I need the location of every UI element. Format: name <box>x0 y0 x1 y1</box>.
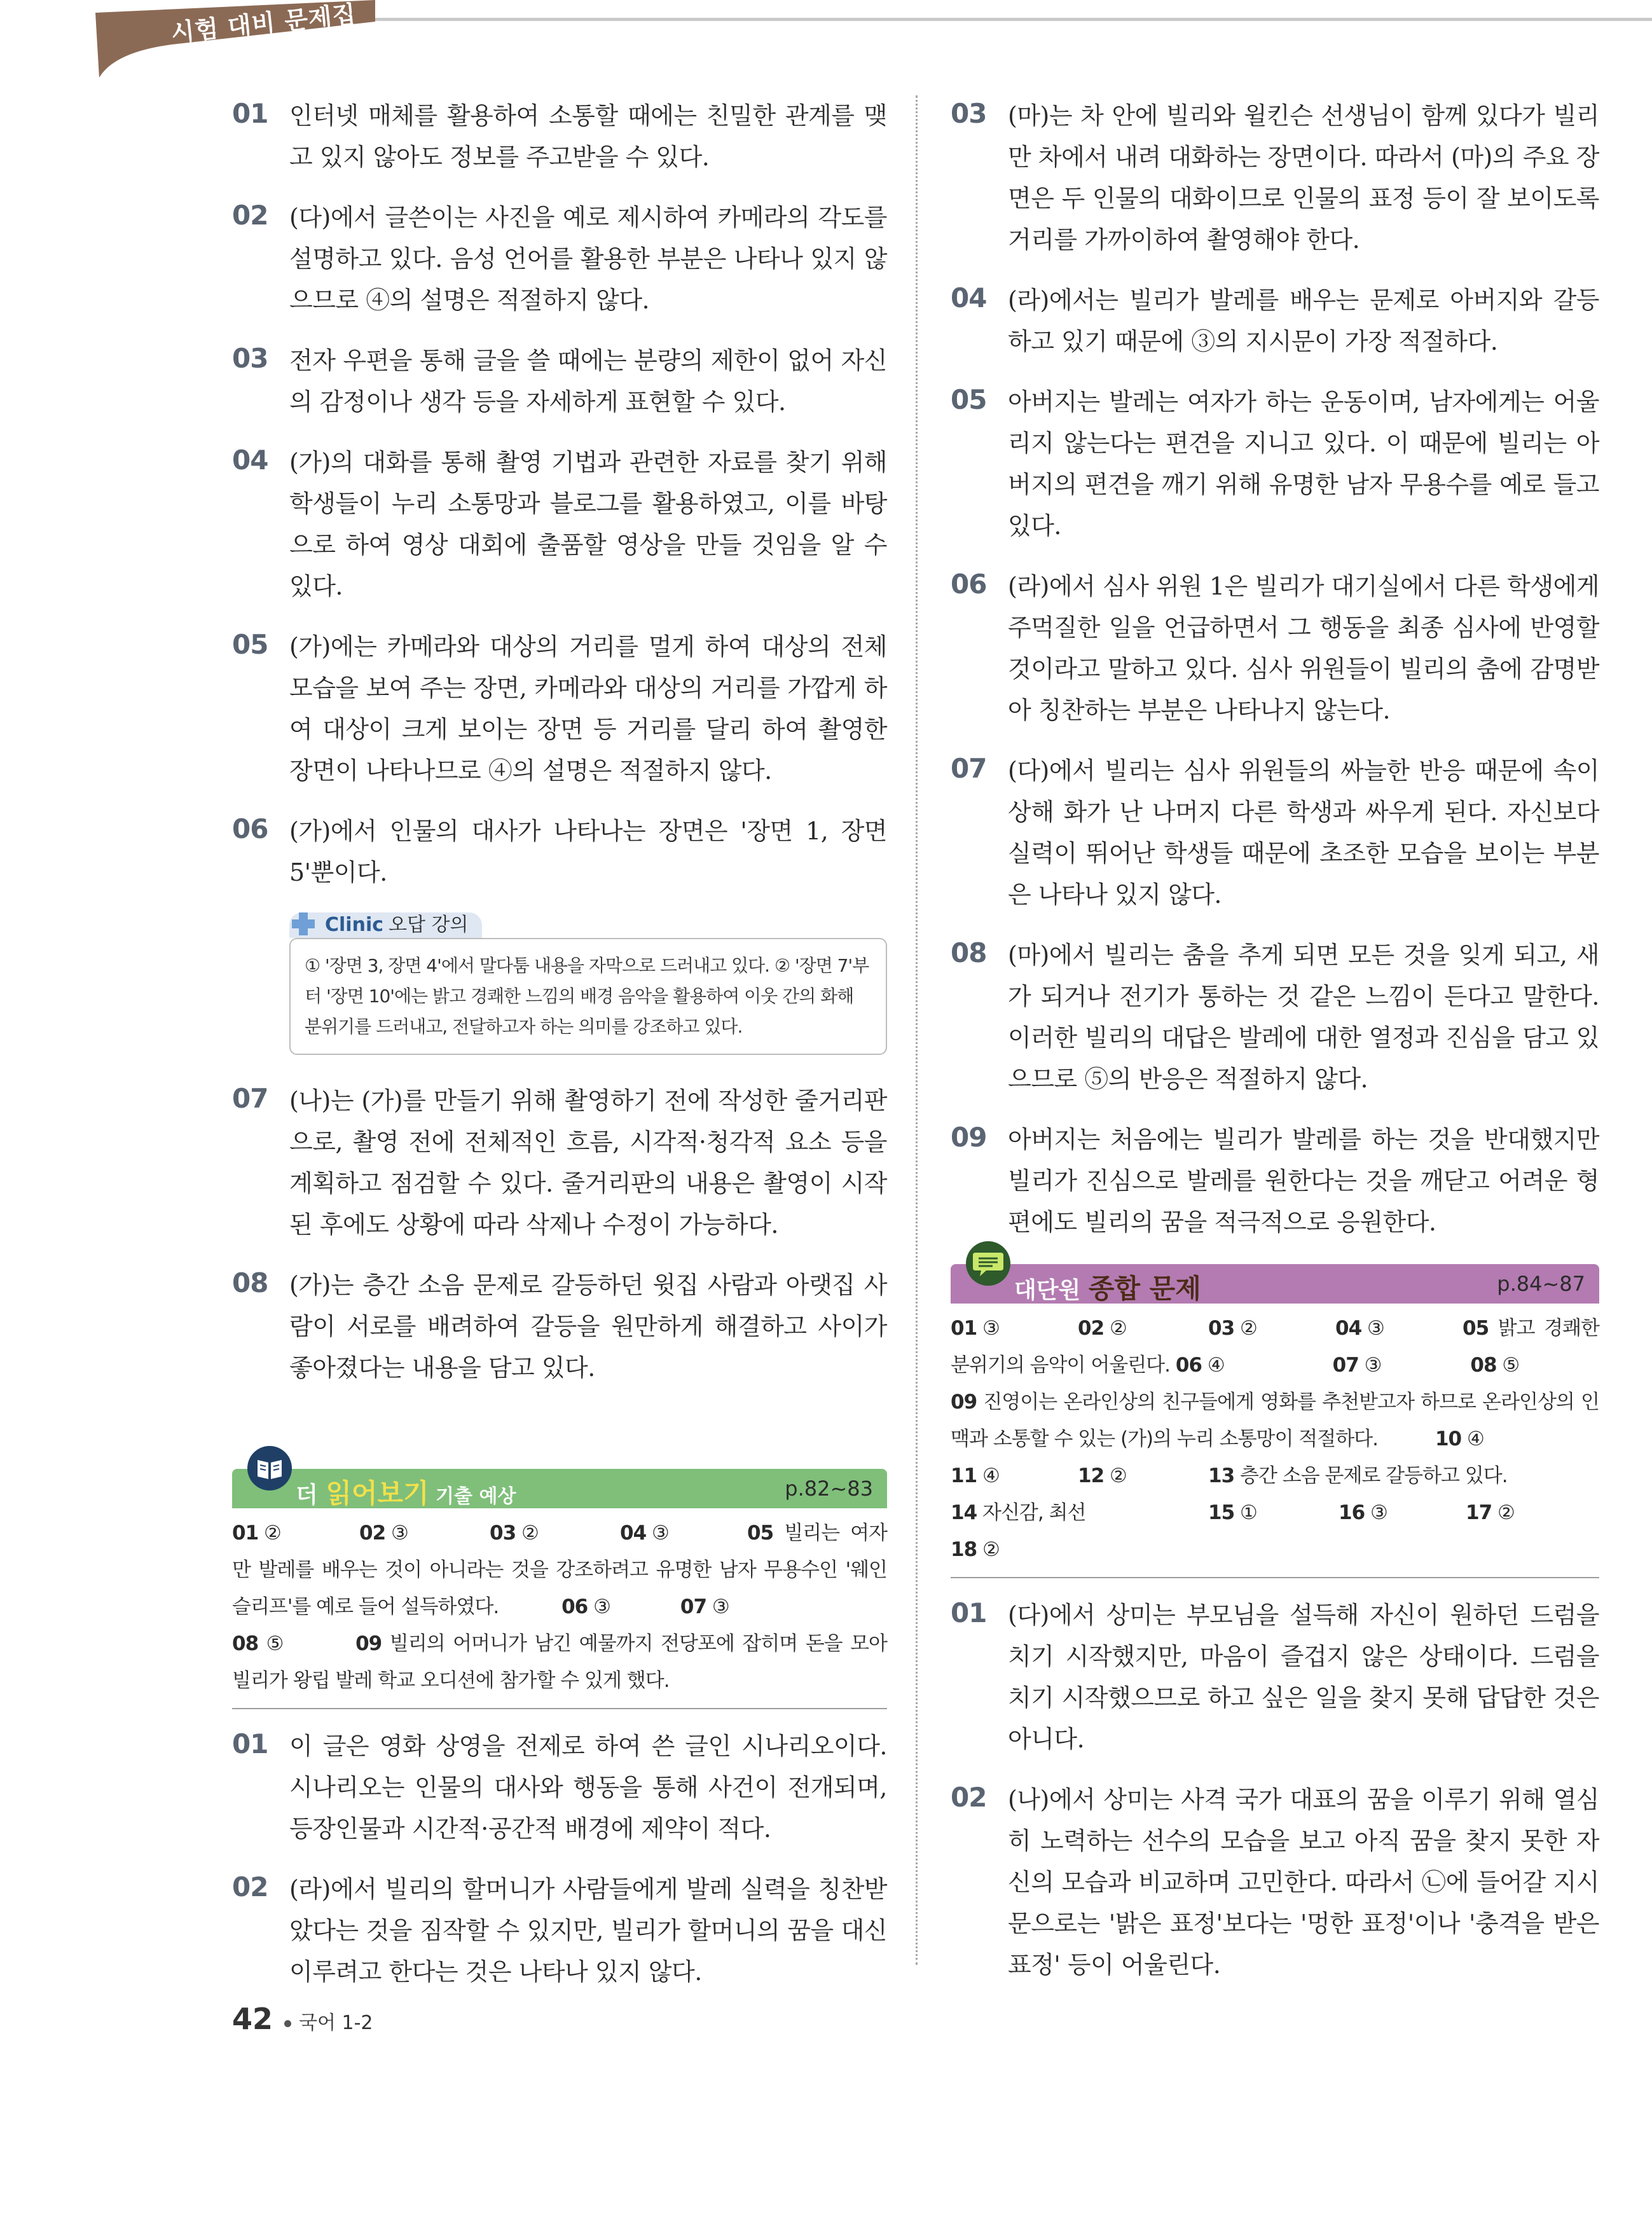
left-items-continued <box>232 1080 887 1389</box>
item-text: (나)는 (가)를 만들기 위해 촬영하기 전에 작성한 줄거리판으로, 촬영 전에 전체적인 흐름, 시각적·청각적 요소 등을 계획하고 점검할 수 있다. 줄거리판의 내용은 촬영이 시작된 후에도 상황에 따라 삭제나 수정이 가능하다. <box>289 1087 887 1239</box>
more-reading-pages: p.82~83 <box>785 1476 873 1501</box>
section-rule <box>232 1708 887 1709</box>
answer-item <box>232 340 887 423</box>
item-number: 04 <box>232 444 268 476</box>
item-number: 01 <box>232 1728 268 1759</box>
answer-item <box>232 442 887 607</box>
answer-item <box>951 1119 1599 1243</box>
page-footer <box>232 2002 373 2036</box>
unit-review-section <box>951 1264 1599 2005</box>
item-number: 04 <box>951 282 987 313</box>
unit-review-pages: p.84~87 <box>1497 1272 1585 1296</box>
answer-row: 18 ② <box>951 1538 1000 1561</box>
clinic-label <box>289 912 482 938</box>
answer-08-09: 08 ⑤ 09 빌리의 어머니가 남긴 예물까지 전당포에 잡히며 돈을 모아 빌리가 왕립 발레 학교 오디션에 참가할 수 있게 했다. <box>232 1632 888 1692</box>
item-text: (라)에서 심사 위원 1은 빌리가 대기실에서 다른 학생에게 주먹질한 일을 언급하면서 그 행동을 최종 심사에 반영할 것이라고 말하고 있다. 심사 위원들이 빌리의 춤에 감명받아 칭찬하는 부분은 나타나지 않는다. <box>1008 572 1599 724</box>
item-text: (마)에서 빌리는 춤을 추게 되면 모든 것을 잊게 되고, 새가 되거나 전기가 통하는 것 같은 느낌이 든다고 말한다. 이러한 빌리의 대답은 발레에 대한 열정과 진심을 담고 있으므로 ⑤의 반응은 적절하지 않다. <box>1008 941 1599 1093</box>
answer-item <box>232 626 887 792</box>
unit-review-answers <box>951 1310 1599 1568</box>
item-text: (다)에서 상미는 부모님을 설득해 자신이 원하던 드럼을 치기 시작했지만, 마음이 즐겁지 않은 상태이다. 드럼을 치기 시작했으므로 하고 싶은 일을 찾지 못해 답답한 것은 아니다. <box>1008 1601 1599 1753</box>
answer-item <box>232 197 887 321</box>
item-text: 인터넷 매체를 활용하여 소통할 때에는 친밀한 관계를 맺고 있지 않아도 정보를 주고받을 수 있다. <box>289 102 887 171</box>
answer-item <box>232 1726 887 1850</box>
item-number: 08 <box>951 937 987 968</box>
left-items <box>232 95 887 893</box>
item-text: (나)에서 상미는 사격 국가 대표의 꿈을 이루기 위해 열심히 노력하는 선수의 모습을 보고 아직 꿈을 찾지 못한 자신의 모습과 비교하며 고민한다. 따라서 ㉡에 들어갈 지시문으로는 '밝은 표정'보다는 '멍한 표정'이나 '충격을 받은 표정' 등이 어울린다. <box>1008 1786 1599 1979</box>
item-text: (라)에서는 빌리가 발레를 배우는 문제로 아버지와 갈등하고 있기 때문에 ③의 지시문이 가장 적절하다. <box>1008 286 1599 355</box>
item-text: 아버지는 발레는 여자가 하는 운동이며, 남자에게는 어울리지 않는다는 편견을 지니고 있다. 이 때문에 빌리는 아버지의 편견을 깨기 위해 유명한 남자 무용수를 예로 들고 있다. <box>1008 388 1599 540</box>
clinic-text: ① '장면 3, 장면 4'에서 말다툼 내용을 자막으로 드러내고 있다. ② '장면 7'부터 '장면 10'에는 밝고 경쾌한 느낌의 배경 음악을 활용하여 이웃 간의 화해 분위기를 드러내고, 전달하고자 하는 의미를 강조하고 있다. <box>289 938 887 1055</box>
item-text: (가)의 대화를 통해 촬영 기법과 관련한 자료를 찾기 위해 학생들이 누리 소통망과 블로그를 활용하였고, 이를 바탕으로 하여 영상 대회에 출품할 영상을 만들 것임을 알 수 있다. <box>289 448 887 600</box>
answer-item <box>951 1779 1599 1986</box>
item-number: 01 <box>951 1597 987 1628</box>
item-number: 07 <box>951 753 987 784</box>
column-divider <box>916 95 918 1965</box>
book-icon <box>246 1445 293 1492</box>
answer-item <box>232 1869 887 1993</box>
section-rule <box>951 1577 1599 1578</box>
item-number: 08 <box>232 1267 268 1298</box>
item-text: (마)는 차 안에 빌리와 윌킨슨 선생님이 함께 있다가 빌리만 차에서 내려 대화하는 장면이다. 따라서 (마)의 주요 장면은 두 인물의 대화이므로 인물의 표정 등이 잘 보이도록 거리를 가까이하여 촬영해야 한다. <box>1008 102 1599 254</box>
page-number: 42 <box>232 2002 273 2036</box>
item-number: 06 <box>951 568 987 600</box>
answer-09-10: 09 진영이는 온라인상의 친구들에게 영화를 추천받고자 하므로 온라인상의 인맥과 소통할 수 있는 (가)의 누리 소통망이 적절하다. 10 ④ <box>951 1391 1599 1450</box>
plus-icon <box>289 910 317 938</box>
item-text: (가)에는 카메라와 대상의 거리를 멀게 하여 대상의 전체 모습을 보여 주는 장면, 카메라와 대상의 거리를 가깝게 하여 대상이 크게 보이는 장면 등 거리를 달리 하여 촬영한 장면이 나타나므로 ④의 설명은 적절하지 않다. <box>289 633 887 785</box>
left-column <box>232 95 888 1986</box>
item-text: (가)는 층간 소음 문제로 갈등하던 윗집 사람과 아랫집 사람이 서로를 배려하여 갈등을 원만하게 해결하고 사이가 좋아졌다는 내용을 담고 있다. <box>289 1271 887 1382</box>
clinic-box <box>289 912 887 1055</box>
item-number: 01 <box>232 98 268 129</box>
item-text: 아버지는 처음에는 빌리가 발레를 하는 것을 반대했지만 빌리가 진심으로 발레를 원한다는 것을 깨닫고 어려운 형편에도 빌리의 꿈을 적극적으로 응원한다. <box>1008 1125 1599 1236</box>
answer-item <box>232 811 887 893</box>
more-reading-title: 더 읽어보기 기출 예상 <box>296 1478 516 1509</box>
item-number: 03 <box>951 98 987 129</box>
right-items <box>951 95 1599 1243</box>
right-column <box>951 95 1599 1979</box>
more-reading-items <box>232 1726 887 1993</box>
answer-item <box>951 566 1599 731</box>
clinic-title: Clinic <box>325 914 384 936</box>
speech-bubble-icon <box>965 1240 1012 1287</box>
answer-item <box>951 935 1599 1100</box>
header-tab-label: 시험 대비 문제집 <box>169 0 358 48</box>
answer-item <box>232 95 887 178</box>
header-tab <box>95 0 375 78</box>
item-number: 07 <box>232 1083 268 1114</box>
answer-05: 05 빌리는 여자만 발레를 배우는 것이 아니라는 것을 강조하려고 유명한 남자 무용수인 '웨인 슬리프'를 예로 들어 설득하였다. 06 ③ 07 ③ <box>232 1522 887 1618</box>
item-text: (다)에서 빌리는 심사 위원들의 싸늘한 반응 때문에 속이 상해 화가 난 나머지 다른 학생과 싸우게 된다. 자신보다 실력이 뛰어난 학생들 때문에 초조한 모습을 보이는 부분은 나타나 있지 않다. <box>1008 757 1599 909</box>
answer-item <box>951 280 1599 362</box>
unit-review-title: 대단원 종합 문제 <box>1014 1273 1201 1304</box>
answer-row: 14 자신감, 최선 15 ① 16 ③ 17 ② <box>951 1501 1515 1524</box>
item-text: 전자 우편을 통해 글을 쓸 때에는 분량의 제한이 없어 자신의 감정이나 생각 등을 자세하게 표현할 수 있다. <box>289 347 887 416</box>
item-number: 02 <box>232 1871 268 1903</box>
answer-05-08: 05 밝고 경쾌한 분위기의 음악이 어울린다. 06 ④ 07 ③ 08 ⑤ <box>951 1317 1599 1377</box>
answer-item <box>951 382 1599 547</box>
more-reading-header <box>232 1469 887 1508</box>
item-number: 03 <box>232 343 268 374</box>
book-title: 국어 1-2 <box>299 2012 373 2034</box>
unit-review-header <box>951 1264 1599 1304</box>
item-text: (다)에서 글쓴이는 사진을 예로 제시하여 카메라의 각도를 설명하고 있다. 음성 언어를 활용한 부분은 나타나 있지 않으므로 ④의 설명은 적절하지 않다. <box>289 203 887 314</box>
answer-item <box>232 1080 887 1246</box>
header-rule <box>375 18 1652 21</box>
item-number: 09 <box>951 1122 987 1153</box>
more-reading-answers <box>232 1515 887 1699</box>
clinic-subtitle: 오답 강의 <box>389 914 469 936</box>
answer-item <box>951 1595 1599 1760</box>
answer-row: 01 ② 02 ③ 03 ② 04 ③ <box>232 1522 669 1545</box>
answer-item <box>951 750 1599 916</box>
answer-item <box>232 1265 887 1389</box>
unit-review-items <box>951 1595 1599 1986</box>
answer-row: 11 ④ 12 ② 13 층간 소음 문제로 갈등하고 있다. <box>951 1464 1508 1487</box>
more-reading-section <box>232 1469 887 2012</box>
item-number: 06 <box>232 813 268 844</box>
item-number: 05 <box>951 384 987 415</box>
footer-dot <box>284 2020 291 2027</box>
answer-row: 01 ③ 02 ② 03 ② 04 ③ <box>951 1317 1384 1340</box>
item-text: (가)에서 인물의 대사가 나타나는 장면은 '장면 1, 장면 5'뿐이다. <box>289 817 887 886</box>
item-text: 이 글은 영화 상영을 전제로 하여 쓴 글인 시나리오이다. 시나리오는 인물의 대사와 행동을 통해 사건이 전개되며, 등장인물과 시간적·공간적 배경에 제약이 적다. <box>289 1732 887 1843</box>
item-number: 02 <box>951 1782 987 1813</box>
item-number: 05 <box>232 629 268 660</box>
item-number: 02 <box>232 200 268 231</box>
item-text: (라)에서 빌리의 할머니가 사람들에게 발레 실력을 칭찬받았다는 것을 짐작할 수 있지만, 빌리가 할머니의 꿈을 대신 이루려고 한다는 것은 나타나 있지 않다. <box>289 1875 887 1986</box>
answer-item <box>951 95 1599 261</box>
